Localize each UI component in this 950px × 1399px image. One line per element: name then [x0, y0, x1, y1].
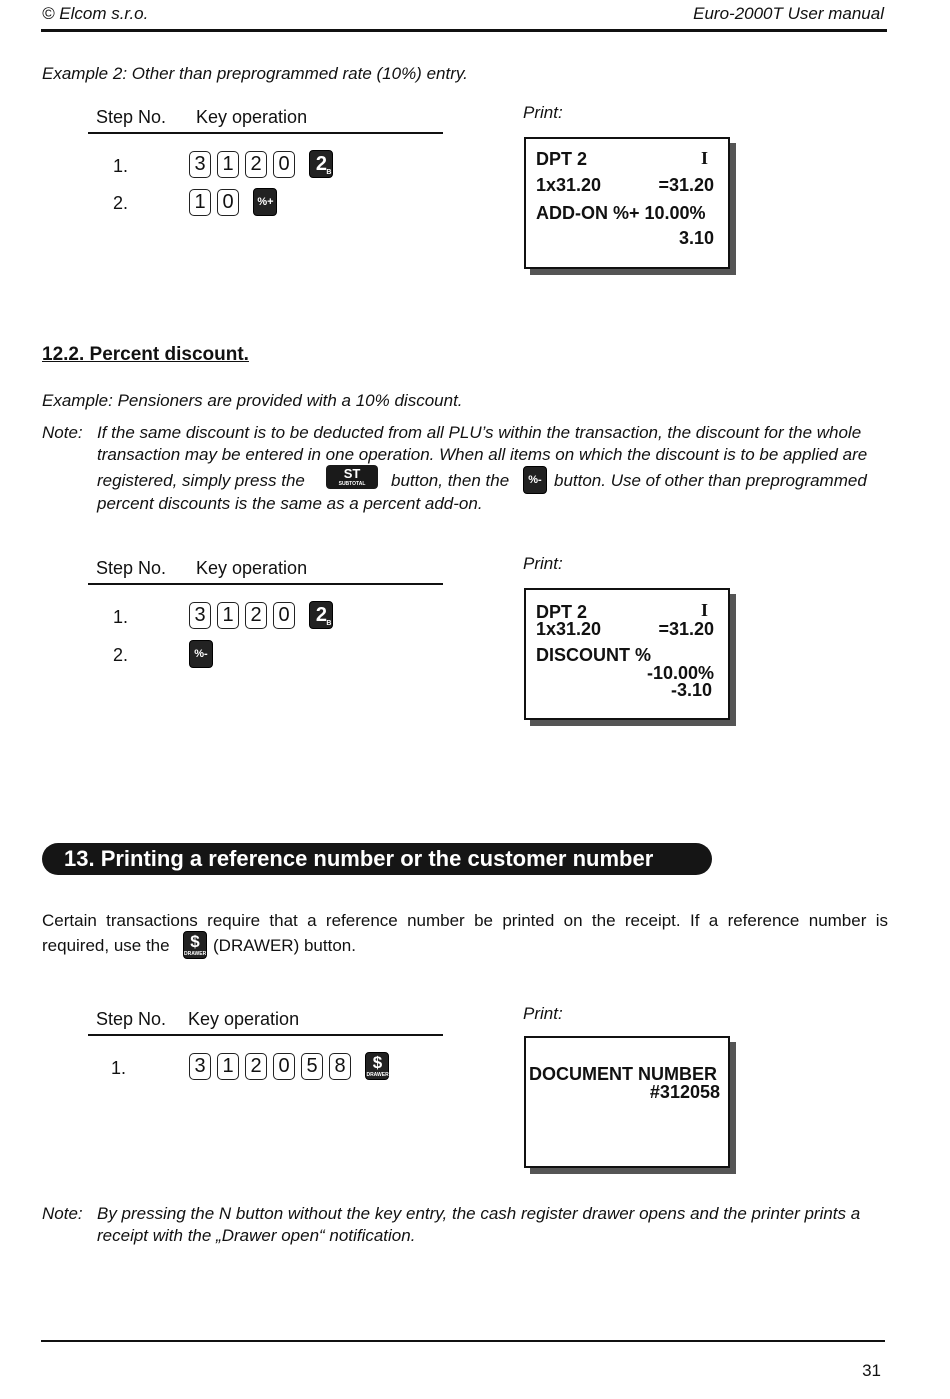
receipt-line: DPT 2: [536, 602, 588, 622]
subtotal-key-sub: SUBTOTAL: [338, 481, 366, 487]
section-13-para: (DRAWER) button.: [213, 936, 356, 955]
header-rule: [41, 29, 887, 32]
digit-key: 1: [189, 189, 211, 216]
receipt-line: ADD-ON %+ 10.00%: [536, 203, 706, 223]
receipt-print: [524, 588, 730, 720]
note-text: If the same discount is to be deducted from all PLU’s within the transaction, the discount for the whole: [97, 423, 862, 442]
digit-key: 3: [189, 1053, 211, 1080]
digit-key: 5: [301, 1053, 323, 1080]
section-13-para: Certain transactions require that a reference number be printed on the receipt. If a reference number is: [42, 911, 888, 930]
step-number: 2.: [113, 193, 129, 213]
subtotal-key-face: [326, 465, 378, 489]
department-key-label: 2: [315, 153, 328, 175]
note-text: percent discounts is the same as a percent add-on.: [97, 494, 483, 513]
drawer-key-label: $: [190, 932, 200, 951]
digit-key: 0: [273, 151, 295, 178]
key-sequence: [189, 1052, 389, 1080]
section-13-para: required, use the: [42, 936, 170, 955]
section-13-print-label: Print:: [523, 1004, 563, 1023]
digit-key: 0: [273, 602, 295, 629]
receipt-line: DPT 2: [536, 149, 588, 169]
receipt-line: I: [700, 148, 708, 168]
percent-minus-key: %-: [523, 466, 547, 494]
drawer-key-inline: [183, 931, 207, 959]
receipt-print: [524, 1036, 730, 1168]
receipt-line: =31.20: [658, 619, 714, 639]
digit-key: 1: [217, 602, 239, 629]
receipt-line: 3.10: [678, 228, 714, 248]
section-12-2-table-rule: [88, 583, 443, 585]
note-text: registered, simply press the: [97, 471, 305, 490]
department-key-label: 2: [315, 604, 328, 626]
department-key-sub: B: [326, 169, 332, 176]
section-12-2-print-label: Print:: [523, 554, 563, 573]
drawer-key-sub: DRAWER: [366, 1072, 389, 1078]
header-company: © Elcom s.r.o.: [42, 4, 149, 23]
step-number: 1.: [113, 156, 129, 176]
receipt-line: -10.00%: [646, 663, 714, 683]
percent-minus-key: %-: [189, 640, 213, 668]
digit-key: 8: [329, 1053, 351, 1080]
receipt-line: DISCOUNT %: [536, 645, 652, 665]
section-13-title: 13. Printing a reference number or the customer number: [64, 846, 654, 871]
digit-key: 1: [217, 151, 239, 178]
digit-key: 0: [217, 189, 239, 216]
section-13-table-rule: [88, 1034, 443, 1036]
key-sequence: [189, 640, 213, 668]
receipt-line: 1x31.20: [536, 175, 602, 195]
receipt-line: 1x31.20: [536, 619, 602, 639]
department-key-sub: B: [326, 620, 332, 627]
drawer-key: [183, 931, 207, 959]
example2-step-col: Step No.: [96, 107, 167, 127]
section-13-step-col: Step No.: [96, 1009, 167, 1029]
note-text: button. Use of other than preprogrammed: [554, 471, 867, 490]
note-text: transaction may be entered in one operation. When all items on which the discount is to be applied are: [97, 445, 868, 464]
digit-key: 2: [245, 151, 267, 178]
note-text: button, then the: [391, 471, 510, 490]
receipt-line: I: [700, 600, 708, 620]
header-manual-title: Euro-2000T User manual: [693, 4, 884, 23]
digit-key: 0: [273, 1053, 295, 1080]
example2-print-label: Print:: [523, 103, 563, 122]
digit-key: 3: [189, 602, 211, 629]
drawer-key-sub: DRAWER: [184, 951, 207, 957]
step-number: 1.: [111, 1058, 127, 1078]
percent-minus-key-inline: [523, 466, 547, 494]
receipt-line: -3.10: [670, 680, 712, 700]
subtotal-key: [326, 465, 378, 489]
note-text: By pressing the N button without the key entry, the cash register drawer opens and the printer prints a: [97, 1204, 861, 1223]
section-12-2-key-col: Key operation: [196, 558, 308, 578]
key-sequence: [189, 188, 277, 216]
key-sequence: [189, 601, 333, 629]
note-label: Note:: [42, 423, 83, 442]
percent-plus-key: %+: [253, 188, 277, 216]
section-13-key-col: Key operation: [188, 1009, 300, 1029]
department-key: [309, 601, 333, 629]
example2-table-rule: [88, 132, 443, 134]
department-key: [309, 150, 333, 178]
receipt-line: #312058: [649, 1082, 720, 1102]
note-text: receipt with the „Drawer open“ notification.: [97, 1226, 416, 1245]
receipt-print: [524, 137, 730, 269]
step-number: 1.: [113, 607, 129, 627]
example2-key-col: Key operation: [196, 107, 308, 127]
subtotal-key-label: ST: [343, 466, 361, 481]
digit-key: 2: [245, 1053, 267, 1080]
digit-key: 1: [217, 1053, 239, 1080]
receipt-line: DOCUMENT NUMBER: [529, 1064, 717, 1084]
note-label: Note:: [42, 1204, 83, 1223]
section-12-2-step-col: Step No.: [96, 558, 167, 578]
section-12-2-example: Example: Pensioners are provided with a 10% discount.: [42, 391, 463, 410]
receipt-line: =31.20: [658, 175, 714, 195]
step-number: 2.: [113, 645, 129, 665]
page-number: 31: [862, 1361, 881, 1380]
section-12-2-title: 12.2. Percent discount.: [42, 344, 249, 365]
drawer-key: [365, 1052, 389, 1080]
footer-rule: [41, 1340, 885, 1342]
example2-title: Example 2: Other than preprogrammed rate (10%) entry.: [42, 64, 468, 83]
digit-key: 2: [245, 602, 267, 629]
digit-key: 3: [189, 151, 211, 178]
drawer-key-label: $: [372, 1053, 383, 1072]
section-13-heading: [42, 843, 712, 875]
key-sequence: [189, 150, 333, 178]
